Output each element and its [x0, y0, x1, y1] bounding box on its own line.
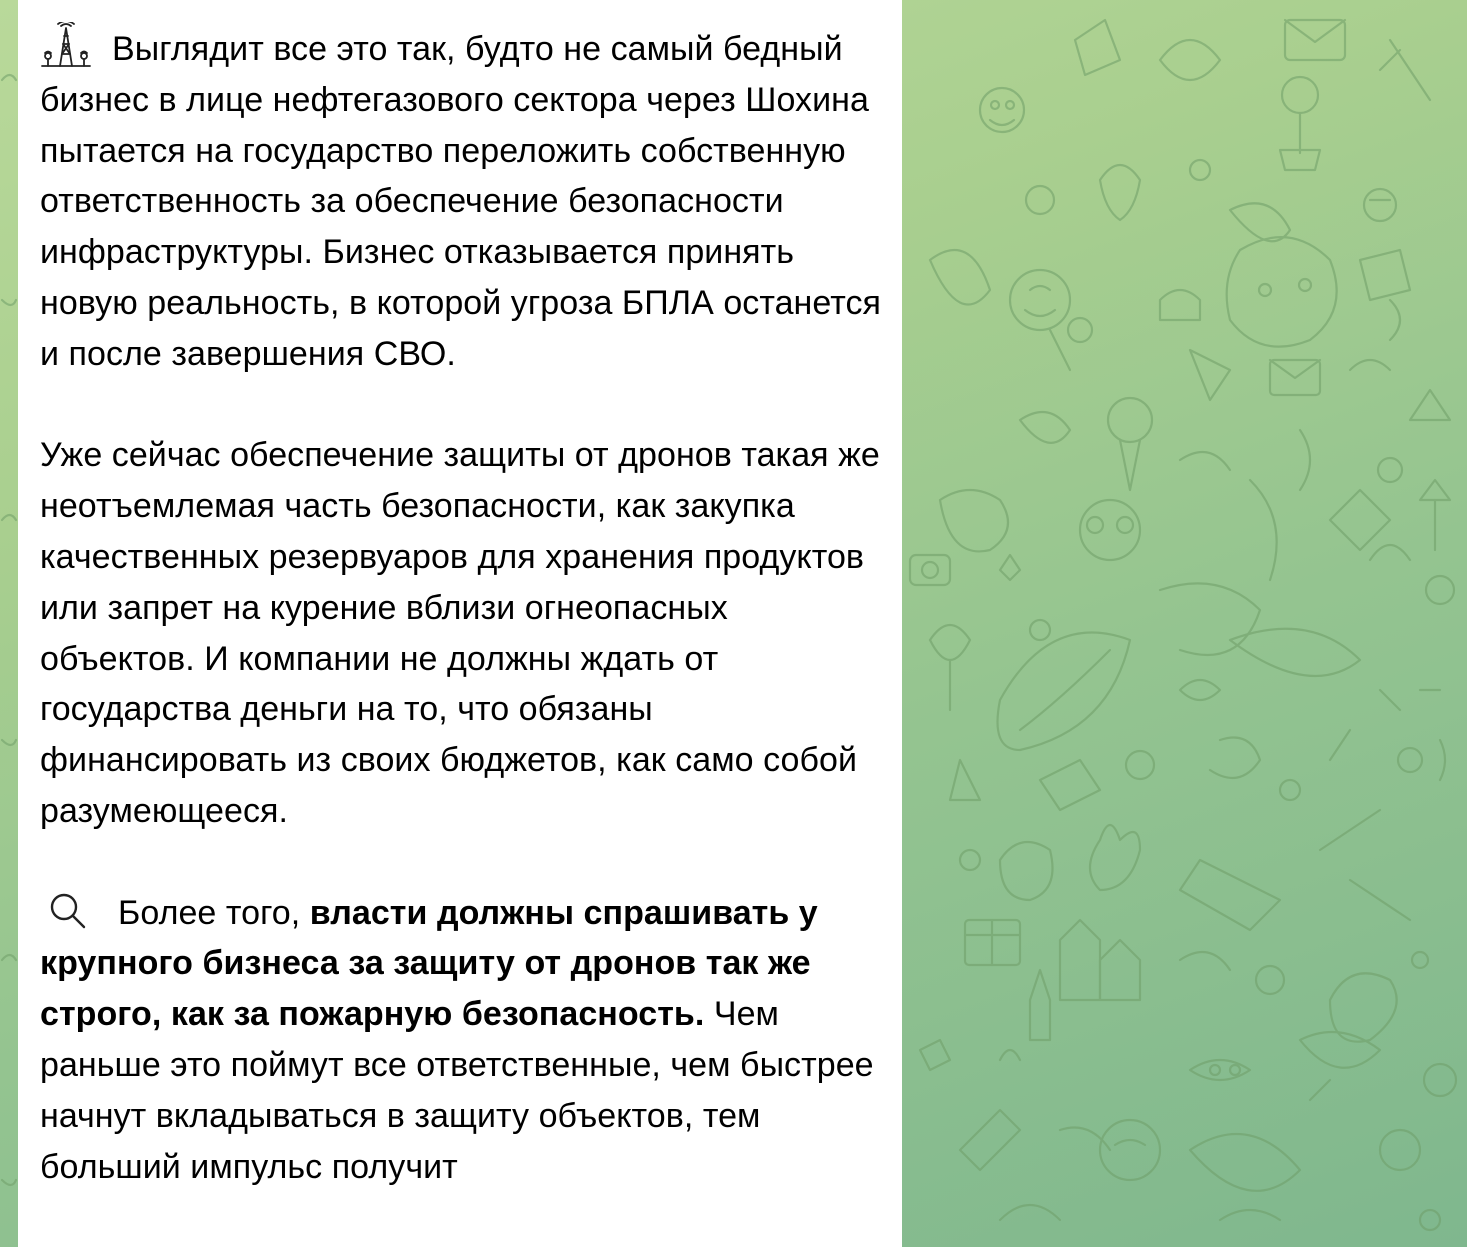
- paragraph-3-tail: Чем раньше это поймут все ответственные, чем быстрее начнут вкладываться в защиту объектов, тем больший импульс получит: [40, 995, 874, 1186]
- paragraph-gap: [40, 837, 882, 888]
- message-paragraph-2: Уже сейчас обеспечение защиты от дронов такая же неотъемлемая часть безопасности, как закупка качественных резервуаров для хранения продуктов или запрет на курение вблизи огнеопасных объектов. И компании не должны ждать от государства деньги на то, что обязаны финансировать из своих бюджетов, как само собой разумеющееся.: [40, 436, 880, 830]
- paragraph-gap: [40, 380, 882, 431]
- magnifier-icon: [46, 890, 90, 930]
- message-paragraph-1: [40, 22, 882, 380]
- oil-rig-icon: [40, 22, 92, 68]
- message-bubble[interactable]: [18, 0, 902, 1247]
- paragraph-3-lead: Более того,: [118, 893, 310, 932]
- message-paragraph-3: [40, 888, 882, 1193]
- paragraph-3-bold: власти должны спрашивать у крупного бизнеса за защиту от дронов так же строго, как за пожарную безопасность.: [40, 893, 818, 1034]
- paragraph-1-text: Выглядит все это так, будто не самый бедный бизнес в лице нефтегазового сектора через Шохина пытается на государство переложить собственную ответственность за обеспечение безопасности инфраструктуры. Бизнес отказывается принять новую реальность, в которой угроза БПЛА останется и после завершения СВО.: [40, 30, 881, 373]
